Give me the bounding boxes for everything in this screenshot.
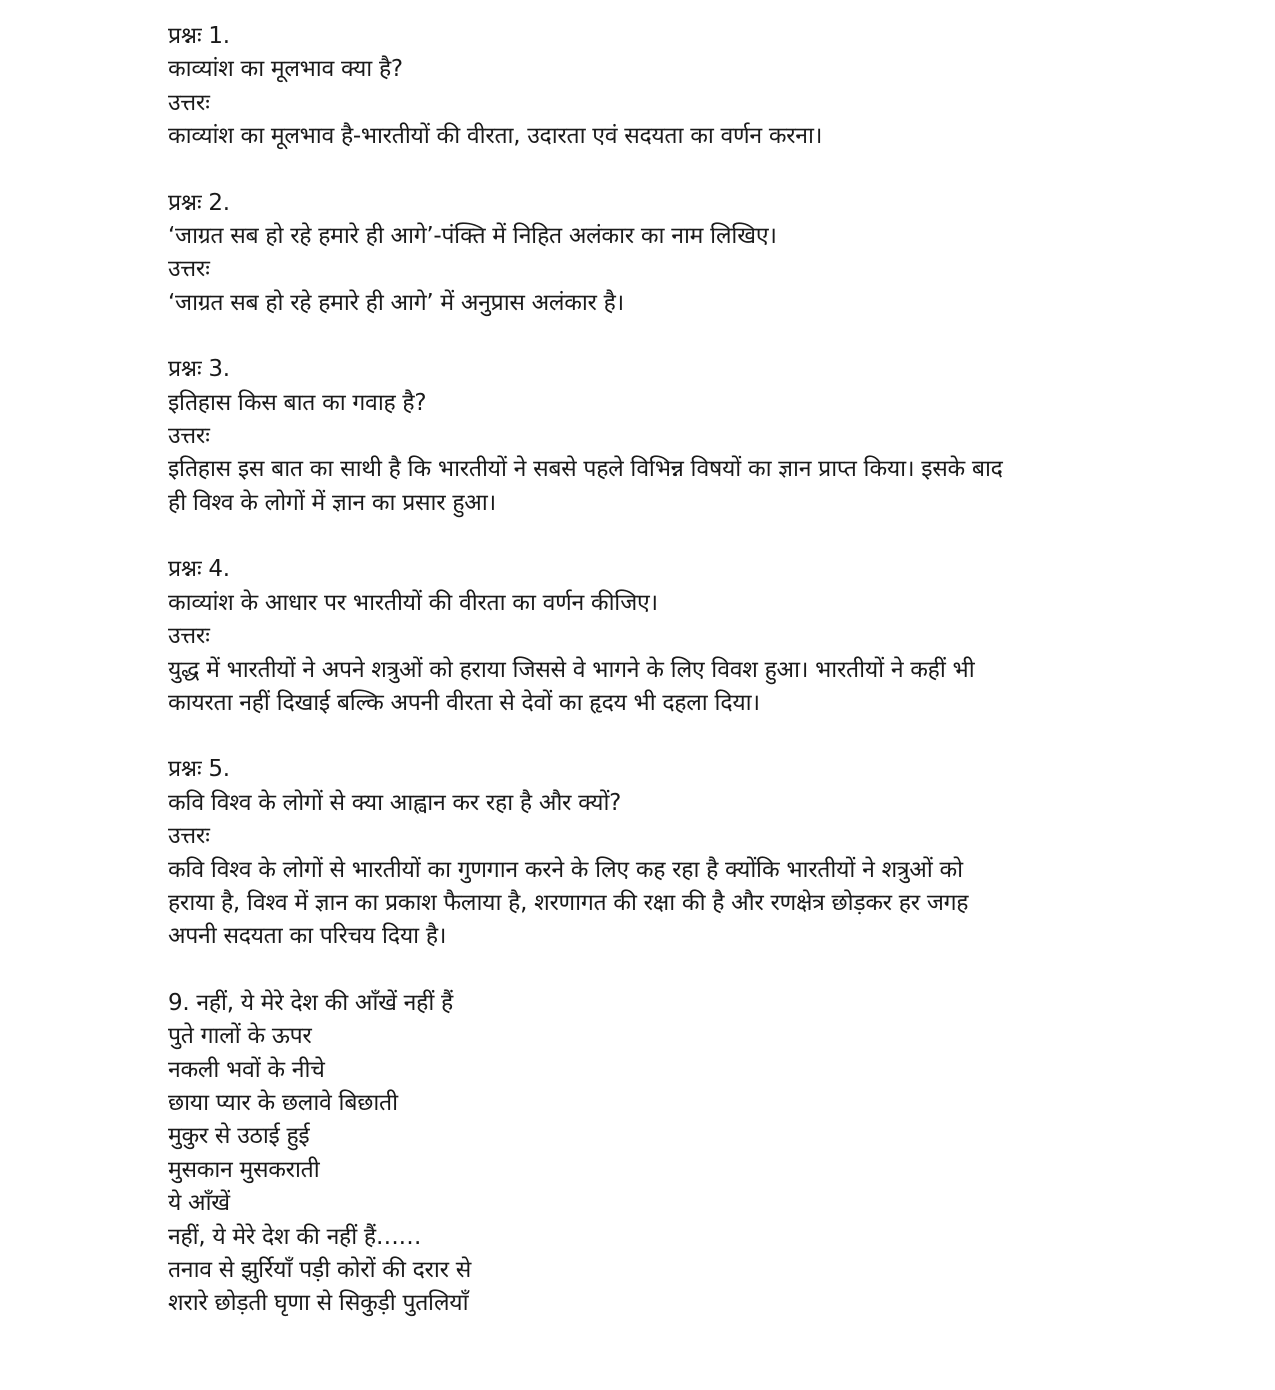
qa-item-1	[168, 20, 1248, 154]
question-text: काव्यांश के आधार पर भारतीयों की वीरता का वर्णन कीजिए।	[168, 589, 658, 616]
answer-line: कवि विश्व के लोगों से भारतीयों का गुणगान करने के लिए कह रहा है क्योंकि भारतीयों ने शत्रुओं को	[168, 856, 963, 883]
poem-line: शरारे छोड़ती घृणा से सिकुड़ी पुतलियाँ	[168, 1290, 469, 1317]
question-text: ‘जाग्रत सब हो रहे हमारे ही आगे’-पंक्ति में निहित अलंकार का नाम लिखिए।	[168, 223, 777, 250]
question-label: प्रश्नः 2.	[168, 189, 230, 216]
qa-item-2	[168, 187, 1248, 321]
answer-label: उत्तरः	[168, 423, 210, 450]
poem-line: पुते गालों के ऊपर	[168, 1023, 312, 1050]
document-page	[168, 20, 1248, 1321]
answer-label: उत्तरः	[168, 623, 210, 650]
answer-line: काव्यांश का मूलभाव है-भारतीयों की वीरता, उदारता एवं सदयता का वर्णन करना।	[168, 123, 823, 150]
answer-line: अपनी सदयता का परिचय दिया है।	[168, 923, 447, 950]
answer-line: हराया है, विश्व में ज्ञान का प्रकाश फैलाया है, शरणागत की रक्षा की है और रणक्षेत्र छोड़कर हर जगह	[168, 889, 969, 916]
qa-item-4	[168, 553, 1248, 720]
answer-label: उत्तरः	[168, 823, 210, 850]
answer-line: ही विश्व के लोगों में ज्ञान का प्रसार हुआ।	[168, 489, 496, 516]
question-label: प्रश्नः 5.	[168, 756, 230, 783]
question-text: कवि विश्व के लोगों से क्या आह्वान कर रहा है और क्यों?	[168, 789, 622, 816]
poem-line: मुकुर से उठाई हुई	[168, 1123, 310, 1150]
qa-item-5	[168, 753, 1248, 953]
answer-line: ‘जाग्रत सब हो रहे हमारे ही आगे’ में अनुप्रास अलंकार है।	[168, 289, 624, 316]
question-label: प्रश्नः 3.	[168, 356, 230, 383]
question-text: इतिहास किस बात का गवाह है?	[168, 389, 427, 416]
answer-label: उत्तरः	[168, 256, 210, 283]
poem-line: तनाव से झुर्रियाँ पड़ी कोरों की दरार से	[168, 1257, 471, 1283]
answer-label: उत्तरः	[168, 89, 210, 116]
question-text: काव्यांश का मूलभाव क्या है?	[168, 56, 403, 83]
poem-line: मुसकान मुसकराती	[168, 1156, 320, 1183]
poem-line: 9. नहीं, ये मेरे देश की आँखें नहीं हैं	[168, 989, 453, 1016]
question-label: प्रश्नः 4.	[168, 556, 230, 583]
answer-line: युद्ध में भारतीयों ने अपने शत्रुओं को हराया जिससे वे भागने के लिए विवश हुआ। भारतीयों ने कहीं भी	[168, 656, 975, 683]
poem-line: ये आँखें	[168, 1190, 230, 1217]
question-label: प्रश्नः 1.	[168, 23, 230, 49]
poem-section	[168, 987, 1248, 1321]
answer-line: इतिहास इस बात का साथी है कि भारतीयों ने सबसे पहले विभिन्न विषयों का ज्ञान प्राप्त किया। इसके बाद	[168, 456, 1003, 483]
qa-item-3	[168, 353, 1248, 520]
poem-line: नहीं, ये मेरे देश की नहीं हैं……	[168, 1223, 422, 1250]
poem-line: छाया प्यार के छलावे बिछाती	[168, 1089, 398, 1116]
answer-line: कायरता नहीं दिखाई बल्कि अपनी वीरता से देवों का हृदय भी दहला दिया।	[168, 689, 760, 716]
poem-line: नकली भवों के नीचे	[168, 1056, 325, 1083]
